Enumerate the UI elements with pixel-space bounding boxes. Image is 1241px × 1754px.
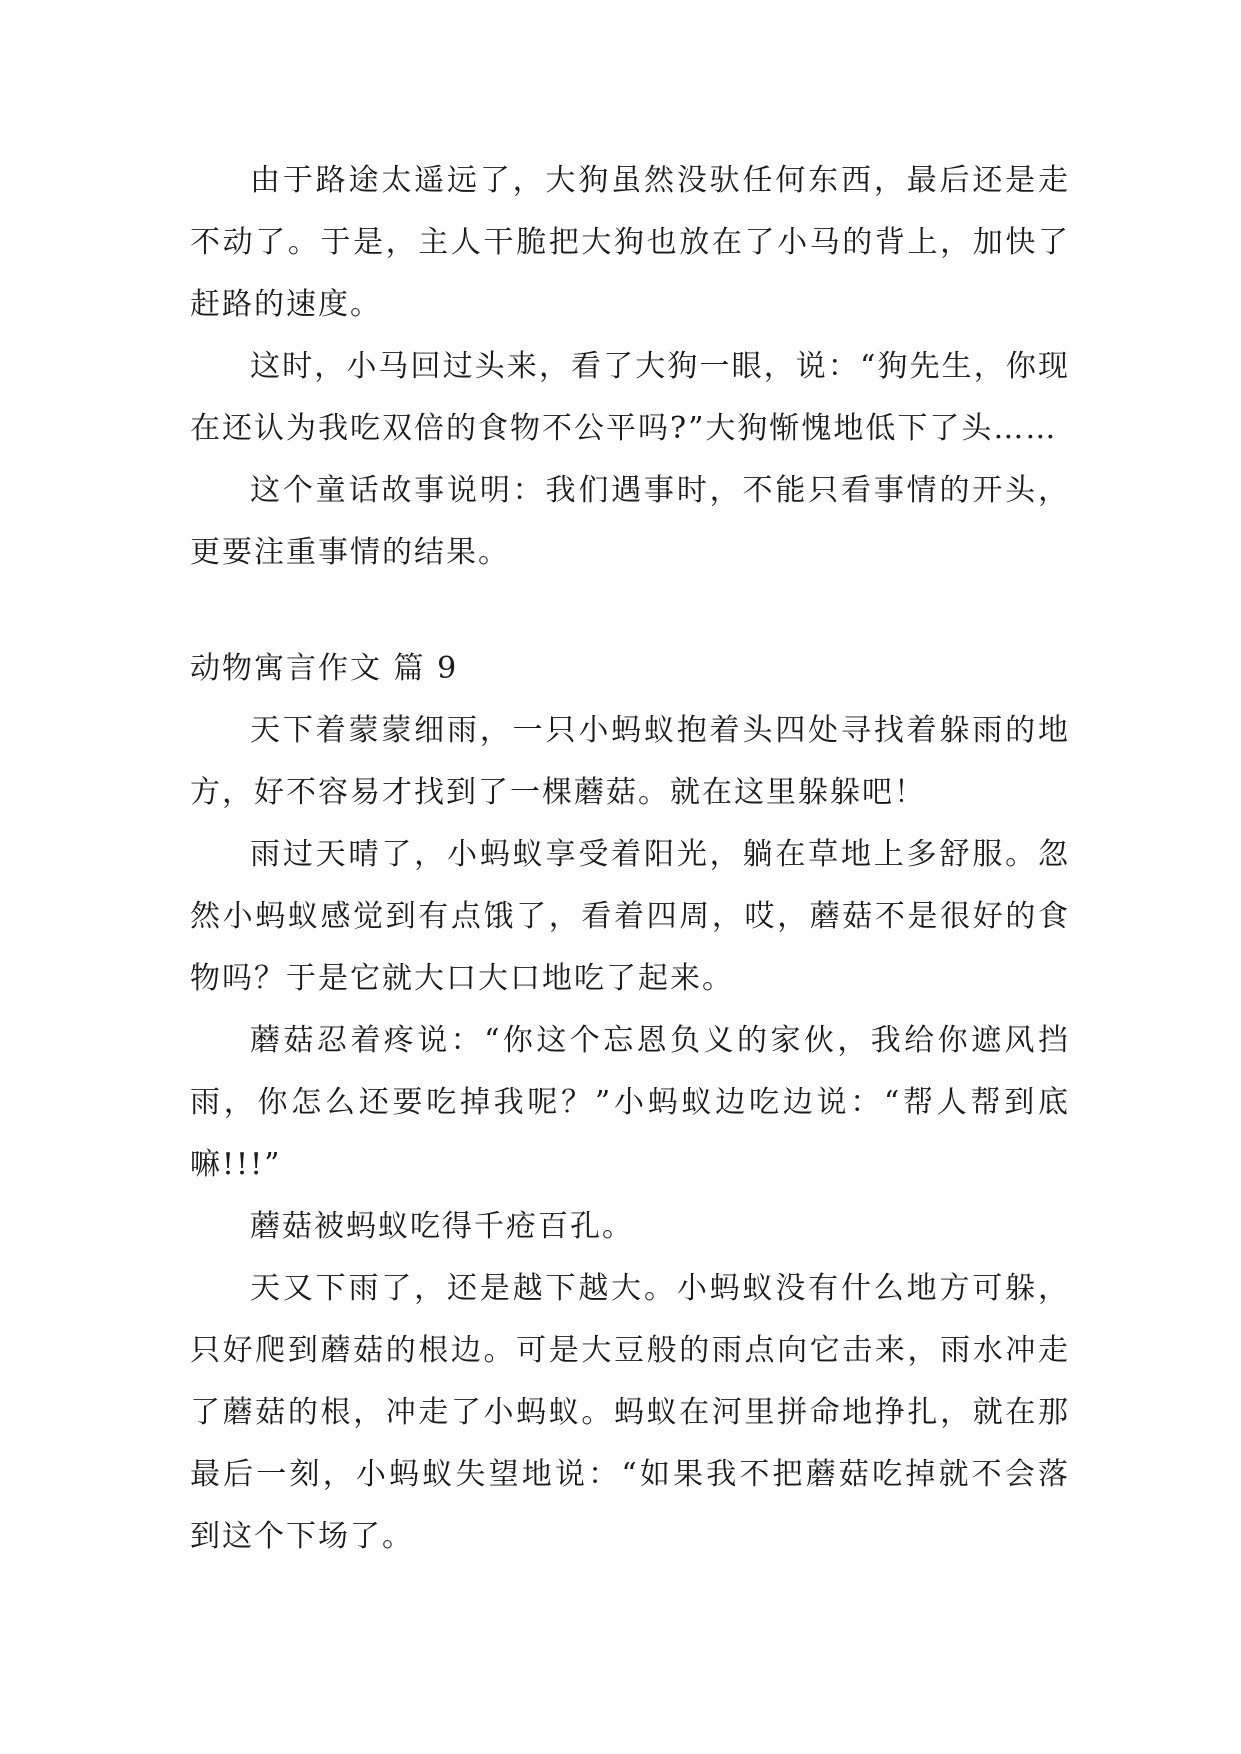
section-spacer <box>190 584 1070 638</box>
document-body <box>190 150 1070 1568</box>
paragraph-ant-5: 天又下雨了，还是越下越大。小蚂蚁没有什么地方可躲，只好爬到蘑菇的根边。可是大豆般的雨点向它击来，雨水冲走了蘑菇的根，冲走了小蚂蚁。蚂蚁在河里拼命地挣扎，就在那最后一刻，小蚂蚁失望地说：“如果我不把蘑菇吃掉就不会落到这个下场了。 <box>190 1271 1070 1554</box>
paragraph-story-end-2: 这时，小马回过头来，看了大狗一眼，说：“狗先生，你现在还认为我吃双倍的食物不公平吗?”大狗惭愧地低下了头…… <box>190 349 1070 446</box>
section-heading: 动物寓言作文 篇 9 <box>190 651 459 686</box>
paragraph-ant-1: 天下着蒙蒙细雨，一只小蚂蚁抱着头四处寻找着躲雨的地方，好不容易才找到了一棵蘑菇。就在这里躲躲吧！ <box>190 713 1070 810</box>
paragraph-story-end-1: 由于路途太遥远了，大狗虽然没驮任何东西，最后还是走不动了。于是，主人干脆把大狗也放在了小马的背上，加快了赶路的速度。 <box>190 163 1070 322</box>
paragraph-story-moral: 这个童话故事说明：我们遇事时，不能只看事情的开头，更要注重事情的结果。 <box>190 473 1070 570</box>
paragraph-ant-4: 蘑菇被蚂蚁吃得千疮百孔。 <box>250 1209 634 1244</box>
paragraph-ant-3: 蘑菇忍着疼说：“你这个忘恩负义的家伙，我给你遮风挡雨，你怎么还要吃掉我呢？”小蚂蚁边吃边说：“帮人帮到底嘛!!!” <box>190 1023 1070 1182</box>
paragraph-ant-2: 雨过天晴了，小蚂蚁享受着阳光，躺在草地上多舒服。忽然小蚂蚁感觉到有点饿了，看着四周，哎，蘑菇不是很好的食物吗？于是它就大口大口地吃了起来。 <box>190 837 1070 996</box>
